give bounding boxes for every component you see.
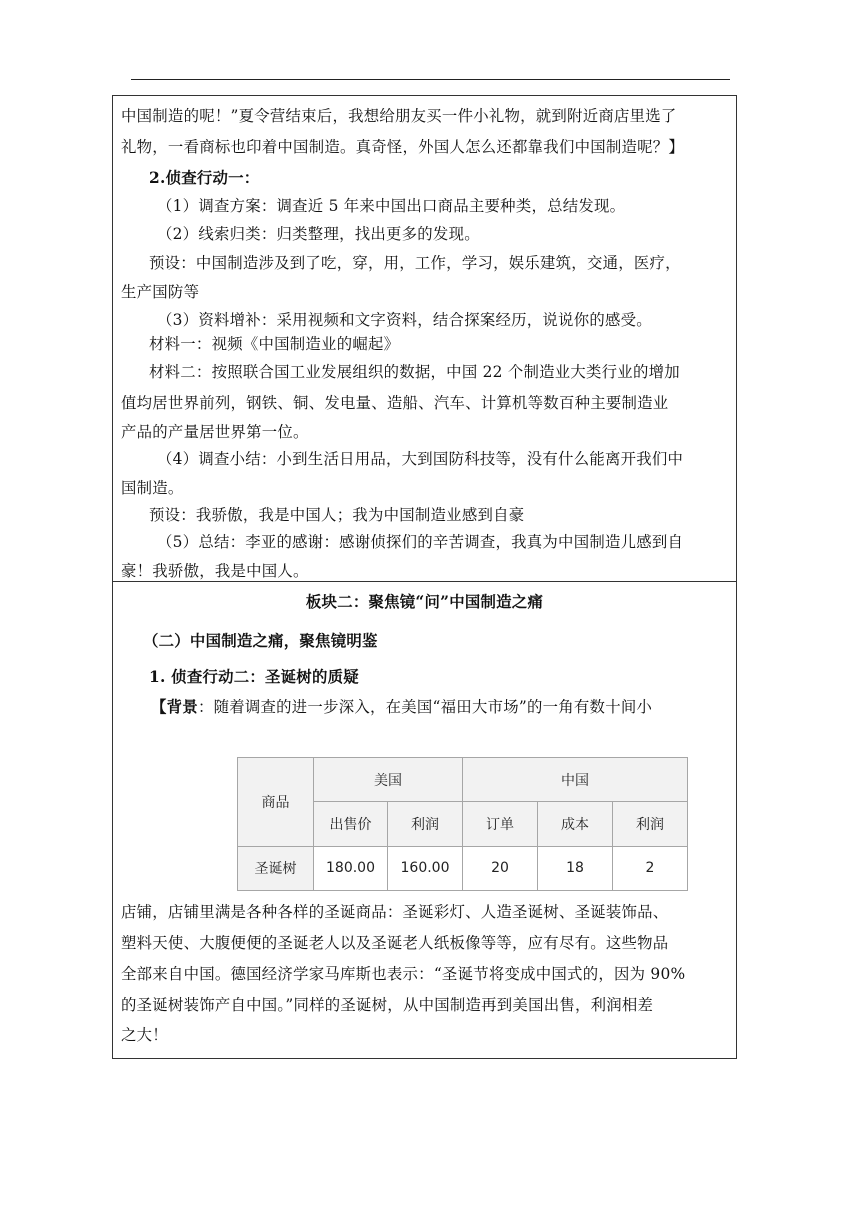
text-line: 预设：我骄傲，我是中国人；我为中国制造业感到自豪 [149,506,525,524]
text-line: 之大！ [121,1026,168,1044]
text-line: 材料一：视频《中国制造业的崛起》 [149,335,400,353]
text-line: 产品的产量居世界第一位。 [121,423,309,441]
text-line: 国制造。 [121,479,184,497]
text-line: （4）调查小结：小到生活日用品，大到国防科技等，没有什么能离开我们中 [157,450,684,468]
text-line: 预设：中国制造涉及到了吃，穿，用，工作，学习，娱乐建筑，交通，医疗， [149,254,681,272]
text-line: 豪！我骄傲，我是中国人。 [121,562,309,580]
table-col-header: 出售价 [314,802,388,846]
price-table [237,757,688,891]
text-line: 值均居世界前列，钢铁、铜、发电量、造船、汽车、计算机等数百种主要制造业 [121,394,669,412]
text-line: （1）调查方案：调查近 5 年来中国出口商品主要种类，总结发现。 [157,197,626,215]
lesson-frame [112,95,737,1059]
table-col-header: 利润 [388,802,463,846]
text-line: 店铺，店铺里满是各种各样的圣诞商品：圣诞彩灯、人造圣诞树、圣诞装饰品、 [121,903,669,921]
table-cell: 20 [463,846,538,890]
subheading-action-two: 1. 侦查行动二：圣诞树的质疑 [149,668,359,686]
background-label: 【背景 [151,698,198,716]
text-line: （2）线索归类：归类整理，找出更多的发现。 [157,225,480,243]
table-col-header: 成本 [538,802,613,846]
table-group-us: 美国 [314,758,463,802]
text-line: 生产国防等 [121,283,200,301]
subheading-action-one: 2.侦查行动一： [149,169,260,187]
table-col-header: 利润 [613,802,688,846]
text-line: 礼物，一看商标也印着中国制造。真奇怪，外国人怎么还都靠我们中国制造呢？】 [121,138,685,156]
table-row-label: 圣诞树 [238,846,314,890]
subheading-pain: （二）中国制造之痛，聚焦镜明鉴 [143,632,378,650]
header-rule [131,79,730,80]
table-corner-header: 商品 [238,758,314,847]
text-line: 中国制造的呢！”夏令营结束后，我想给朋友买一件小礼物，就到附近商店里选了 [121,107,677,125]
text-line: 的圣诞树装饰产自中国。”同样的圣诞树，从中国制造再到美国出售，利润相差 [121,996,654,1014]
price-table-wrapper [237,757,687,891]
table-cell: 2 [613,846,688,890]
background-line [151,697,652,717]
frame-divider [113,581,736,582]
section-title: 板块二：聚焦镜“问”中国制造之痛 [305,593,544,611]
text-line: 材料二：按照联合国工业发展组织的数据，中国 22 个制造业大类行业的增加 [149,363,680,381]
table-cell: 18 [538,846,613,890]
table-col-header: 订单 [463,802,538,846]
table-cell: 160.00 [388,846,463,890]
text-line: 塑料天使、大腹便便的圣诞老人以及圣诞老人纸板像等等，应有尽有。这些物品 [121,934,669,952]
text-line: 全部来自中国。德国经济学家马库斯也表示：“圣诞节将变成中国式的，因为 90% [121,965,686,983]
table-group-cn: 中国 [463,758,688,802]
background-text: ：随着调查的进一步深入，在美国“福田大市场”的一角有数十间小 [197,698,653,716]
text-line: （3）资料增补：采用视频和文字资料，结合探案经历，说说你的感受。 [157,311,652,329]
table-cell: 180.00 [314,846,388,890]
table-row [238,846,688,890]
text-line: （5）总结：李亚的感谢：感谢侦探们的辛苦调查，我真为中国制造儿感到自 [157,533,684,551]
